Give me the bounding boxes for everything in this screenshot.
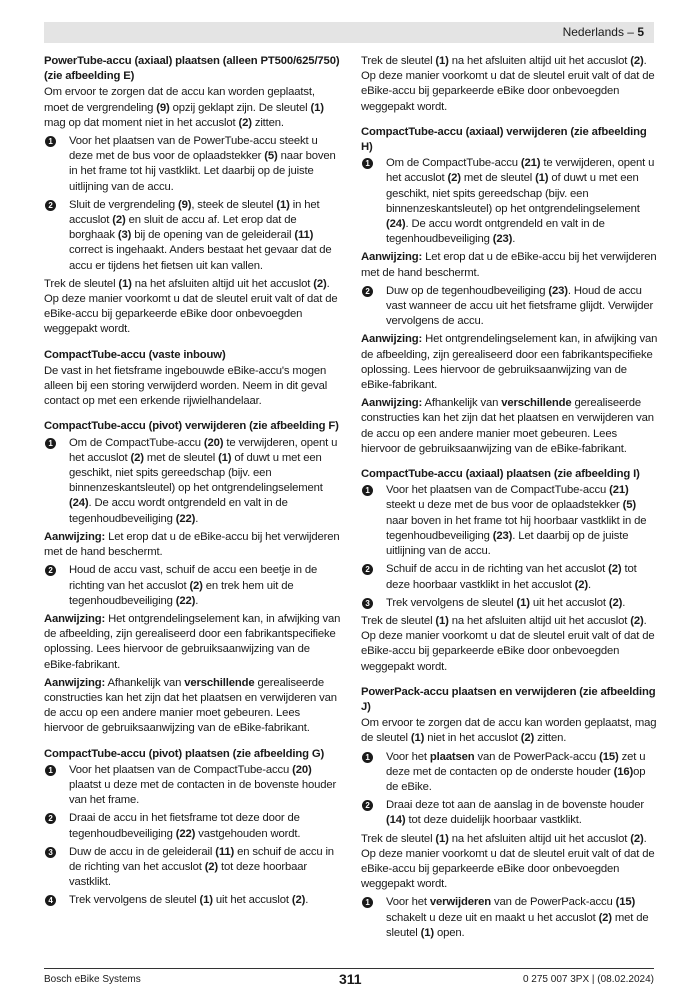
step-item: 2 Schuif de accu in de richting van het accuslot (2) tot deze hoorbaar vastklikt in het accuslot (2). xyxy=(361,562,659,592)
section-heading: CompactTube-accu (pivot) plaatsen (zie afbeelding G) xyxy=(44,747,325,760)
step-item: 2 Sluit de vergrendeling (9), steek de sleutel (1) in het accuslot (2) en sluit de accu af. Let erop dat de borghaak (3) bij de opening van de geleiderail (11) correct is ingehaakt. Anders bestaat het gevaar dat de accu er tijdens het fietsen uit kan vallen. xyxy=(44,198,342,274)
step-number-icon: 1 xyxy=(362,485,373,496)
step-item: 2 Draai de accu in het fietsframe tot deze door de tegenhoudbeveiliging (22) vastgehouden wordt. xyxy=(44,811,342,841)
step-number-icon: 3 xyxy=(45,847,56,858)
step-number-icon: 1 xyxy=(362,897,373,908)
step-number-icon: 1 xyxy=(45,765,56,776)
note: Aanwijzing: Let erop dat u de eBike-accu bij het verwijderen met de hand beschermt. xyxy=(44,530,340,559)
step-number-icon: 2 xyxy=(362,286,373,297)
step-item: 3 Duw de accu in de geleiderail (11) en schuif de accu in de richting van het accuslot (2) tot deze hoorbaar vastklikt. xyxy=(44,845,342,891)
section-heading: PowerPack-accu plaatsen en verwijderen (zie afbeelding J) xyxy=(361,685,656,713)
step-number-icon: 2 xyxy=(45,565,56,576)
step-item: 4 Trek vervolgens de sleutel (1) uit het accuslot (2). xyxy=(44,893,342,908)
step-item: 1 Voor het verwijderen van de PowerPack-accu (15) schakelt u deze uit en maakt u het accuslot (2) met de sleutel (1) open. xyxy=(361,895,659,941)
note: Aanwijzing: Het ontgrendelingselement kan, in afwijking van de afbeelding, zijn gerealiseerd door een fabrikantspecifieke oplossing. Lees hiervoor de gebruiksaanwijzing van de eBike-fabrikant. xyxy=(44,612,341,671)
step-item: 1 Voor het plaatsen van de CompactTube-accu (20) plaatst u deze met de contacten in de bovenste houder van het frame. xyxy=(44,763,342,809)
section-heading: CompactTube-accu (pivot) verwijderen (zie afbeelding F) xyxy=(44,420,339,433)
section-heading: CompactTube-accu (axiaal) plaatsen (zie afbeelding I) xyxy=(361,468,640,481)
paragraph: Om ervoor te zorgen dat de accu kan worden geplaatst, mag de sleutel (1) niet in het accuslot (2) zitten. xyxy=(361,717,657,745)
step-number-icon: 2 xyxy=(45,200,56,211)
step-item: 2 Houd de accu vast, schuif de accu een beetje in de richting van het accuslot (2) en trek hem uit de tegenhoudbeveiliging (22). xyxy=(44,563,342,609)
footer-brand: Bosch eBike Systems xyxy=(44,974,141,985)
right-column xyxy=(361,54,659,944)
paragraph: Om ervoor te zorgen dat de accu kan worden geplaatst, moet de vergrendeling (9) opzij geklapt zijn. De sleutel (1) mag op dat moment niet in het accuslot (2) zitten. xyxy=(44,86,324,129)
section-heading: CompactTube-accu (vaste inbouw) xyxy=(44,348,226,361)
page-header xyxy=(44,22,654,43)
section-heading: PowerTube-accu (axiaal) plaatsen (alleen PT500/625/750) (zie afbeelding E) xyxy=(44,55,340,83)
step-item: 1 Om de CompactTube-accu (20) te verwijderen, opent u het accuslot (2) met de sleutel (1) of duwt u met een geschikt, niet spits gereedschap (bijv. een binnenzeskantsleutel) op het ontgrendelingselement (24). De accu wordt ontgrendeld en valt in de tegenhoudbeveiliging (22). xyxy=(44,436,342,527)
section-heading: CompactTube-accu (axiaal) verwijderen (zie afbeelding H) xyxy=(361,125,647,154)
step-item: 3 Trek vervolgens de sleutel (1) uit het accuslot (2). xyxy=(361,596,659,611)
step-number-icon: 2 xyxy=(45,813,56,824)
paragraph: De vast in het fietsframe ingebouwde eBike-accu's mogen alleen bij een storing verwijderd worden. Neem in dit geval contact op met een erkende rijwielhandelaar. xyxy=(44,364,328,408)
step-number-icon: 1 xyxy=(45,438,56,449)
step-item: 2 Duw op de tegenhoudbeveiliging (23). Houd de accu vast wanneer de accu uit het fietsframe glijdt. Verwijder vervolgens de accu. xyxy=(361,284,659,330)
page-number: 311 xyxy=(339,971,362,987)
document-code: 0 275 007 3PX | (08.02.2024) xyxy=(522,974,654,985)
left-column xyxy=(44,54,342,912)
paragraph: Trek de sleutel (1) na het afsluiten altijd uit het accuslot (2). Op deze manier voorkomt u dat de sleutel eruit valt of dat de eBike-accu bij geparkeerde eBike door onbevoegden weggepakt wordt. xyxy=(361,55,655,113)
step-number-icon: 2 xyxy=(362,564,373,575)
note: Aanwijzing: Afhankelijk van verschillende gerealiseerde constructies kan het zijn dat het plaatsen en verwijderen van de accu op een andere manier moet gebeuren. Lees hiervoor de gebruiksaanwijzing van de eBike-fabrikant. xyxy=(44,676,337,735)
page-footer xyxy=(44,968,654,991)
paragraph: Trek de sleutel (1) na het afsluiten altijd uit het accuslot (2). Op deze manier voorkomt u dat de sleutel eruit valt of dat de eBike-accu bij geparkeerde eBike door onbevoegden weggepakt wordt. xyxy=(44,277,338,336)
step-number-icon: 1 xyxy=(362,752,373,763)
step-item: 1 Voor het plaatsen van de CompactTube-accu (21) steekt u deze met de bus voor de oplaadstekker (5) naar boven in het frame tot hij hoorbaar vastklikt in de tegenhoudbeveiliging (23). Let daarbij op de juiste uitlijning van de accu. xyxy=(361,483,659,559)
step-number-icon: 3 xyxy=(362,598,373,609)
step-number-icon: 1 xyxy=(45,136,56,147)
note: Aanwijzing: Het ontgrendelingselement kan, in afwijking van de afbeelding, zijn gerealiseerd door een fabrikantspecifieke oplossing. Lees hiervoor de gebruiksaanwijzing van de eBike-fabrikant. xyxy=(361,333,658,392)
step-item: 2 Draai deze tot aan de aanslag in de bovenste houder (14) tot deze duidelijk hoorbaar vastklikt. xyxy=(361,798,659,828)
note: Aanwijzing: Let erop dat u de eBike-accu bij het verwijderen met de hand beschermt. xyxy=(361,251,657,279)
step-item: 1 Voor het plaatsen van de PowerPack-accu (15) zet u deze met de contacten op de onderste houder (16)op de eBike. xyxy=(361,750,659,796)
paragraph: Trek de sleutel (1) na het afsluiten altijd uit het accuslot (2). Op deze manier voorkomt u dat de sleutel eruit valt of dat de eBike-accu bij geparkeerde eBike door onbevoegden weggepakt wordt. xyxy=(361,832,655,891)
header-language: Nederlands – 5 xyxy=(562,25,644,39)
step-item: 1 Voor het plaatsen van de PowerTube-accu steekt u deze met de bus voor de oplaadstekker (5) naar boven in het frame tot hij vastklikt. Let daarbij op de juiste uitlijning van de accu. xyxy=(44,134,342,195)
step-number-icon: 2 xyxy=(362,800,373,811)
step-number-icon: 4 xyxy=(45,895,56,906)
step-item: 1 Om de CompactTube-accu (21) te verwijderen, opent u het accuslot (2) met de sleutel (1) of duwt u met een geschikt, niet spits gereedschap (bijv. een binnenzeskantsleutel) op het ontgrendelingselement (24). De accu wordt ontgrendeld en valt in de tegenhoudbeveiliging (23). xyxy=(361,156,659,247)
paragraph: Trek de sleutel (1) na het afsluiten altijd uit het accuslot (2). Op deze manier voorkomt u dat de sleutel eruit valt of dat de eBike-accu bij geparkeerde eBike door onbevoegden weggepakt wordt. xyxy=(361,614,655,673)
note: Aanwijzing: Afhankelijk van verschillende gerealiseerde constructies kan het zijn dat het plaatsen en verwijderen van de accu op een andere manier moet gebeuren. Lees hiervoor de gebruiksaanwijzing van de eBike-fabrikant. xyxy=(361,397,654,455)
step-number-icon: 1 xyxy=(362,158,373,169)
